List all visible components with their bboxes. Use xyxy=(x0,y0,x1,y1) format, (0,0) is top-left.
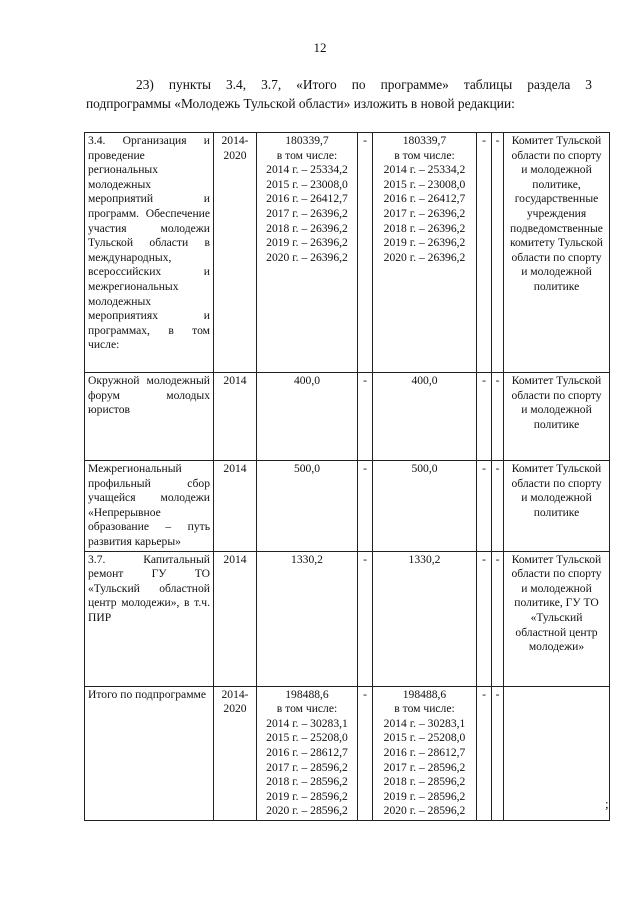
regional-funding-cell-line: 2018 г. – 26396,2 xyxy=(383,221,466,235)
regional-funding-cell-line: в том числе: xyxy=(394,702,455,716)
total-funding-cell-line: 1330,2 xyxy=(291,552,323,566)
executor-cell: Комитет Тульской области по спорту и молодежной политике xyxy=(504,373,610,461)
total-funding-cell-line: 400,0 xyxy=(293,374,321,387)
total-funding-cell-line: 2017 г. – 26396,2 xyxy=(266,206,348,220)
executor-cell: Комитет Тульской области по спорту и молодежной политике, ГУ ТО «Тульский областной центр молодежи» xyxy=(504,551,610,686)
measure-name-cell: 3.7. Капитальный ремонт ГУ ТО «Тульский областной центр молодежи», в т.ч. ПИР xyxy=(85,551,214,686)
executor-cell: Комитет Тульской области по спорту и молодежной политике xyxy=(504,461,610,552)
regional-funding-cell-line: в том числе: xyxy=(394,148,455,162)
municipal-funding-cell: - xyxy=(477,373,492,461)
regional-funding-cell-line: 2018 г. – 28596,2 xyxy=(383,775,466,789)
federal-funding-cell: - xyxy=(358,133,373,373)
years-cell: 2014 xyxy=(214,551,257,686)
intro-line-1: 23) пункты 3.4, 3.7, «Итого по программе» таблицы раздела 3 xyxy=(136,77,592,92)
measure-name-cell: Межрегиональный профильный сбор учащейся молодежи «Непрерывное образование – путь развития карьеры» xyxy=(85,461,214,552)
regional-funding-cell xyxy=(373,461,477,552)
total-funding-cell-line: в том числе: xyxy=(276,148,338,162)
trailing-semicolon: ; xyxy=(605,796,609,811)
total-funding-cell-line: 180339,7 xyxy=(285,134,329,147)
regional-funding-cell-line: 500,0 xyxy=(411,462,438,475)
intro-paragraph xyxy=(86,75,592,113)
regional-funding-cell-line: 2014 г. – 30283,1 xyxy=(383,716,466,730)
municipal-funding-cell: - xyxy=(477,133,492,373)
regional-funding-cell-line: 2014 г. – 25334,2 xyxy=(383,163,466,177)
municipal-funding-cell: - xyxy=(477,551,492,686)
measure-name-cell: Окружной молодежный форум молодых юристов xyxy=(85,373,214,461)
regional-funding-cell-line: 2016 г. – 28612,7 xyxy=(383,745,466,759)
regional-funding-cell-line: 2017 г. – 26396,2 xyxy=(383,206,466,220)
executor-cell xyxy=(504,686,610,820)
total-funding-cell-line: 2020 г. – 28596,2 xyxy=(266,804,348,818)
federal-funding-cell: - xyxy=(358,461,373,552)
regional-funding-cell-line: 2015 г. – 25208,0 xyxy=(383,731,466,745)
subprogram-table xyxy=(84,132,610,821)
total-funding-cell-line: 500,0 xyxy=(293,462,321,475)
table-row xyxy=(85,461,610,552)
executor-cell: Комитет Тульской области по спорту и молодежной политике, государственные учреждения подведомственные комитету Тульской области по спорту и молодежной политике xyxy=(504,133,610,373)
regional-funding-cell xyxy=(373,133,477,373)
intro-line-2: подпрограммы «Молодежь Тульской области» изложить в новой редакции: xyxy=(86,96,515,111)
page-number: 12 xyxy=(313,40,327,55)
total-funding-cell-line: 2014 г. – 30283,1 xyxy=(266,716,348,730)
regional-funding-cell-line: 2020 г. – 28596,2 xyxy=(383,804,466,818)
years-cell: 2014 xyxy=(214,461,257,552)
total-funding-cell-line: 2016 г. – 28612,7 xyxy=(266,745,348,759)
regional-funding-cell xyxy=(373,373,477,461)
table-row xyxy=(85,551,610,686)
total-funding-cell-line: 2018 г. – 28596,2 xyxy=(266,775,348,789)
years-cell: 2014 xyxy=(214,373,257,461)
other-funding-cell: - xyxy=(492,133,504,373)
regional-funding-cell-line: 2015 г. – 23008,0 xyxy=(383,177,466,191)
total-funding-cell-line: 2019 г. – 26396,2 xyxy=(266,236,348,250)
regional-funding-cell xyxy=(373,551,477,686)
years-cell: 2014-2020 xyxy=(214,133,257,373)
regional-funding-cell-line: 400,0 xyxy=(411,374,438,387)
table-row xyxy=(85,686,610,820)
regional-funding-cell-line: 2019 г. – 26396,2 xyxy=(383,236,466,250)
total-funding-cell-line: в том числе: xyxy=(276,702,338,716)
table-row xyxy=(85,133,610,373)
other-funding-cell: - xyxy=(492,686,504,820)
regional-funding-cell xyxy=(373,686,477,820)
total-funding-cell-line: 2020 г. – 26396,2 xyxy=(266,250,348,264)
total-funding-cell-line: 2016 г. – 26412,7 xyxy=(266,192,348,206)
total-funding-cell xyxy=(257,551,358,686)
total-funding-cell-line: 2017 г. – 28596,2 xyxy=(266,760,348,774)
total-funding-cell-line: 2018 г. – 26396,2 xyxy=(266,221,348,235)
total-funding-cell xyxy=(257,686,358,820)
table-row xyxy=(85,373,610,461)
other-funding-cell: - xyxy=(492,373,504,461)
total-funding-cell-line: 2015 г. – 23008,0 xyxy=(266,177,348,191)
total-funding-cell xyxy=(257,461,358,552)
regional-funding-cell-line: 2017 г. – 28596,2 xyxy=(383,760,466,774)
federal-funding-cell: - xyxy=(358,551,373,686)
federal-funding-cell: - xyxy=(358,373,373,461)
municipal-funding-cell: - xyxy=(477,461,492,552)
total-funding-cell xyxy=(257,373,358,461)
total-funding-cell-line: 2019 г. – 28596,2 xyxy=(266,789,348,803)
other-funding-cell: - xyxy=(492,551,504,686)
municipal-funding-cell: - xyxy=(477,686,492,820)
regional-funding-cell-line: 180339,7 xyxy=(402,134,447,147)
federal-funding-cell: - xyxy=(358,686,373,820)
total-funding-cell-line: 2015 г. – 25208,0 xyxy=(266,731,348,745)
other-funding-cell: - xyxy=(492,461,504,552)
years-cell: 2014-2020 xyxy=(214,686,257,820)
regional-funding-cell-line: 2019 г. – 28596,2 xyxy=(383,789,466,803)
total-funding-cell xyxy=(257,133,358,373)
measure-name-cell: Итого по подпрограмме xyxy=(85,686,214,820)
total-funding-cell-line: 198488,6 xyxy=(285,687,329,701)
regional-funding-cell-line: 198488,6 xyxy=(402,687,447,701)
regional-funding-cell-line: 2020 г. – 26396,2 xyxy=(383,250,466,264)
measure-name-cell: 3.4. Организация и проведение региональных молодежных мероприятий и программ. Обеспечение участия молодежи Тульской области в международных, всероссийских и межрегиональных молодежных мероприятиях и программах, в том числе: xyxy=(85,133,214,373)
regional-funding-cell-line: 1330,2 xyxy=(408,552,441,566)
total-funding-cell-line: 2014 г. – 25334,2 xyxy=(266,163,348,177)
regional-funding-cell-line: 2016 г. – 26412,7 xyxy=(383,192,466,206)
